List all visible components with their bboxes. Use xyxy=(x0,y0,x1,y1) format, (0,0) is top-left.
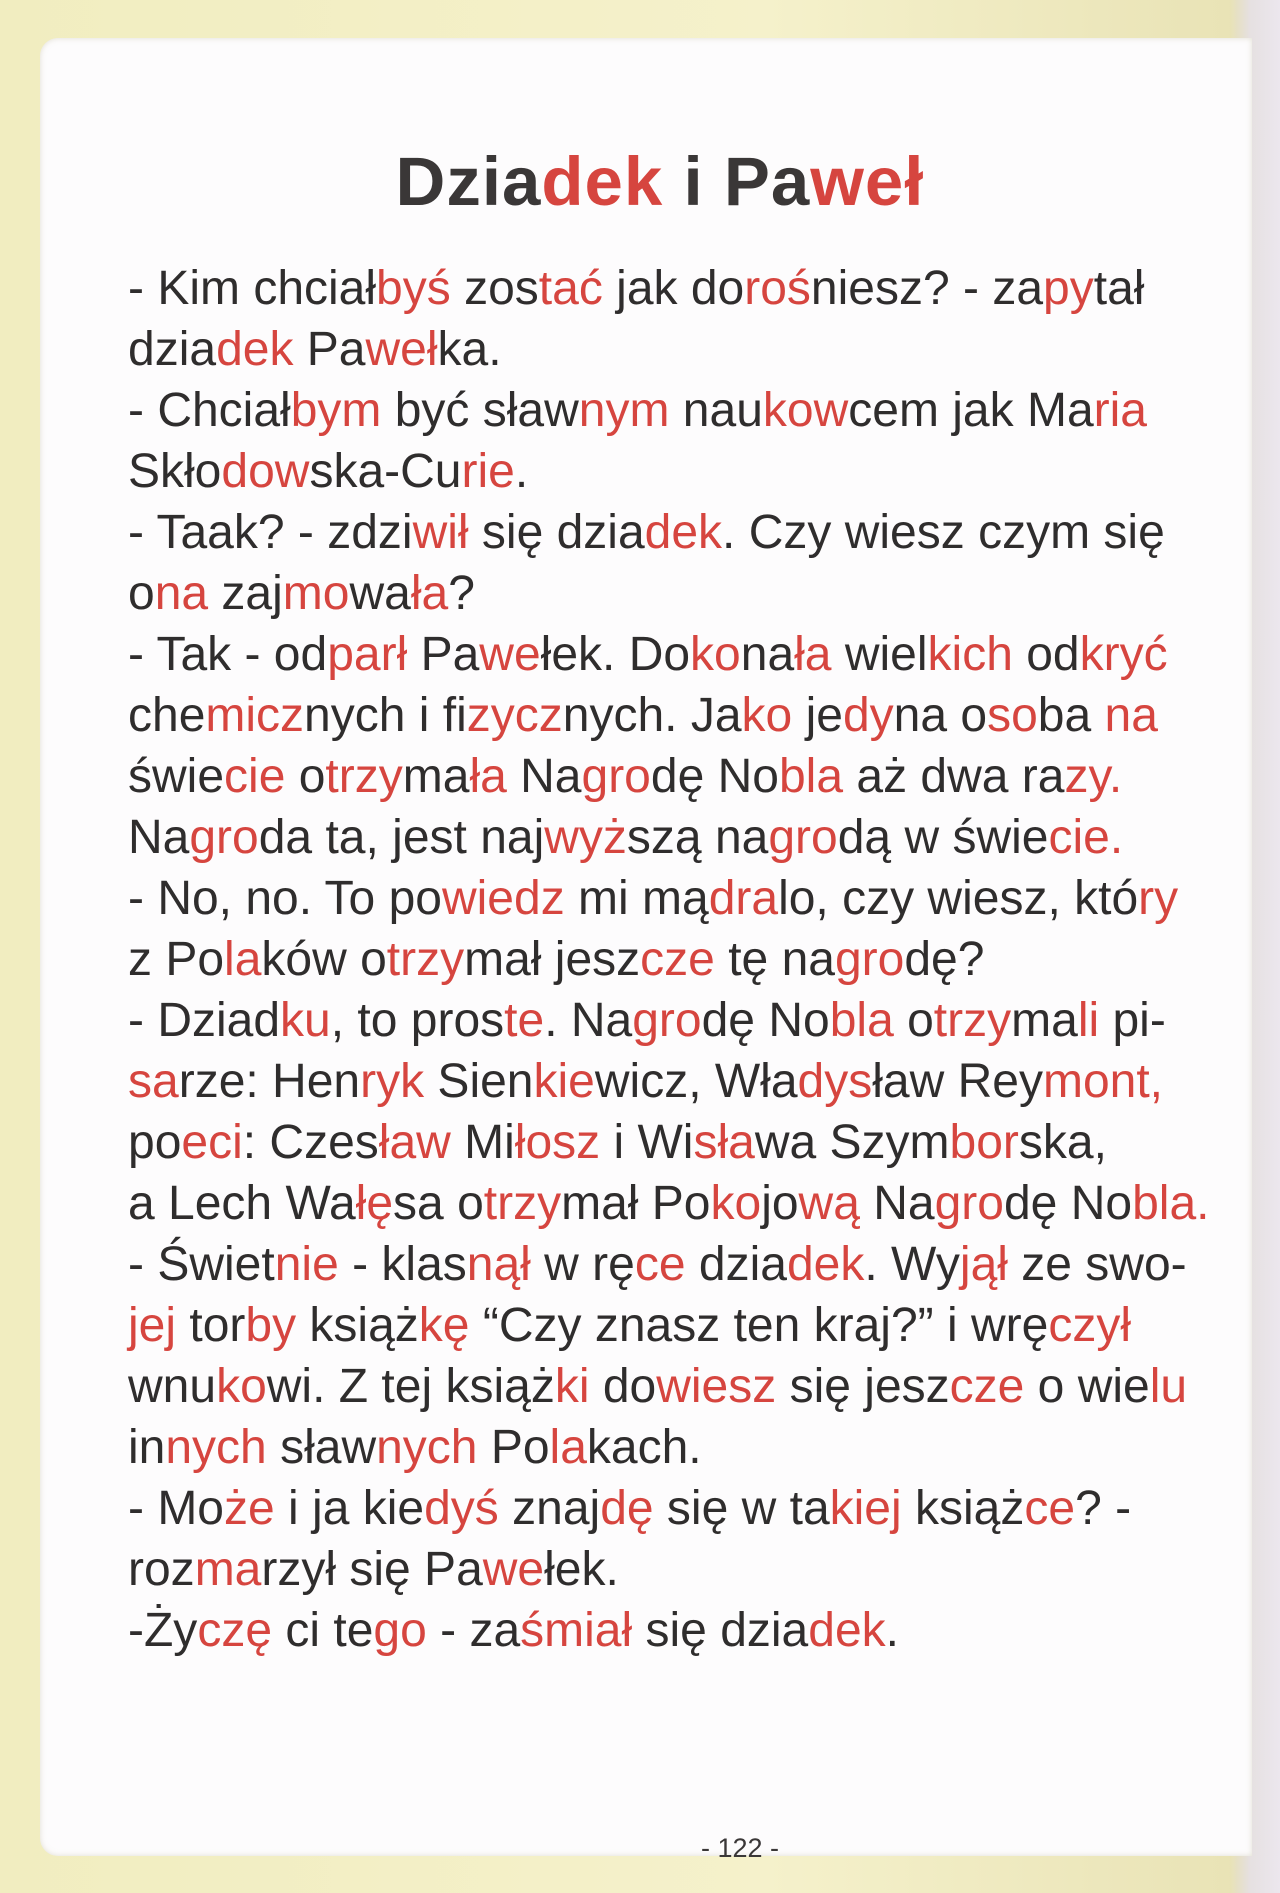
highlighted-syllable: zy. xyxy=(1064,750,1123,803)
text-segment: Na xyxy=(128,811,190,864)
highlighted-syllable: wiesz xyxy=(656,1360,777,1413)
highlighted-syllable: zycz xyxy=(466,689,563,742)
highlighted-syllable: ko xyxy=(216,1360,267,1413)
text-segment: - Chciał xyxy=(128,384,291,437)
highlighted-syllable: nie xyxy=(274,1238,339,1291)
text-segment: ma xyxy=(402,750,470,803)
text-segment: Na xyxy=(859,1177,935,1230)
text-segment: - No, no. To po xyxy=(128,872,442,925)
highlighted-syllable: weł xyxy=(365,323,438,376)
highlighted-syllable: ce xyxy=(634,1238,686,1291)
text-line xyxy=(128,746,1266,807)
page-number: - 122 - xyxy=(700,1833,780,1863)
highlighted-syllable: ria xyxy=(1093,384,1147,437)
text-segment: świe xyxy=(128,750,225,803)
text-segment: Po xyxy=(477,1421,550,1474)
highlighted-syllable: dek xyxy=(216,323,294,376)
text-line xyxy=(128,1478,1266,1539)
text-segment: -Ży xyxy=(128,1604,198,1657)
highlighted-syllable: bla xyxy=(778,750,844,803)
text-segment: ba xyxy=(1037,689,1105,742)
highlighted-syllable: ki xyxy=(554,1360,590,1413)
highlighted-syllable: we xyxy=(482,1543,545,1596)
highlighted-syllable: wił xyxy=(412,506,469,559)
text-segment: w rę xyxy=(530,1238,635,1291)
text-segment: . Wy xyxy=(864,1238,960,1291)
text-segment: ze swo- xyxy=(1007,1238,1187,1291)
text-line xyxy=(128,1234,1266,1295)
text-segment: ? - xyxy=(1075,1482,1132,1535)
text-segment: mał jesz xyxy=(464,933,641,986)
text-line xyxy=(128,990,1266,1051)
text-segment: roz xyxy=(128,1543,195,1596)
text-line xyxy=(128,1112,1266,1173)
text-segment: . Na xyxy=(544,994,633,1047)
text-segment: wnu xyxy=(128,1360,217,1413)
highlighted-syllable: kie xyxy=(533,1055,595,1108)
highlighted-syllable: dek xyxy=(808,1604,886,1657)
text-segment: i Pa xyxy=(663,143,811,221)
text-segment: Mi xyxy=(450,1116,515,1169)
highlighted-syllable: dek xyxy=(541,143,664,221)
highlighted-syllable: by xyxy=(245,1299,297,1352)
text-segment: : Czes xyxy=(242,1116,379,1169)
highlighted-syllable: na xyxy=(154,567,209,620)
highlighted-syllable: kich xyxy=(927,628,1013,681)
highlighted-syllable: dra xyxy=(708,872,779,925)
text-segment: i Wi xyxy=(600,1116,694,1169)
text-segment: szą na xyxy=(626,811,769,864)
highlighted-syllable: micz xyxy=(205,689,305,742)
text-segment: da ta, jest naj xyxy=(258,811,545,864)
text-segment: wa Szym xyxy=(754,1116,950,1169)
highlighted-syllable: trzy xyxy=(483,1177,562,1230)
text-segment: tor xyxy=(176,1299,246,1352)
text-line xyxy=(128,868,1266,929)
text-segment: Pa xyxy=(407,628,480,681)
text-segment: . xyxy=(885,1604,899,1657)
text-segment: i ja kie xyxy=(274,1482,425,1535)
highlighted-syllable: bla xyxy=(829,994,894,1047)
text-line xyxy=(128,1539,1266,1600)
text-segment: ma xyxy=(1011,994,1078,1047)
text-segment: na o xyxy=(893,689,988,742)
text-segment: mi mą xyxy=(564,872,709,925)
text-segment: dę No xyxy=(701,994,830,1047)
highlighted-syllable: la xyxy=(224,933,262,986)
text-segment: pi- xyxy=(1099,994,1166,1047)
text-line xyxy=(128,502,1266,563)
text-segment: ? xyxy=(448,567,475,620)
highlighted-syllable: łę xyxy=(355,1177,394,1230)
highlighted-syllable: dow xyxy=(221,445,310,498)
highlighted-syllable: nych xyxy=(376,1421,478,1474)
text-segment: dzia xyxy=(685,1238,787,1291)
highlighted-syllable: we xyxy=(479,628,541,681)
highlighted-syllable: rie xyxy=(461,445,515,498)
highlighted-syllable: lu xyxy=(1149,1360,1188,1413)
text-segment: - Mo xyxy=(128,1482,224,1535)
highlighted-syllable: roś xyxy=(744,262,811,315)
highlighted-syllable: dek xyxy=(644,506,723,559)
text-segment: - Tak - od xyxy=(128,628,328,681)
highlighted-syllable: ma xyxy=(194,1543,262,1596)
text-segment: jak do xyxy=(602,262,745,315)
text-segment: z Po xyxy=(128,933,225,986)
highlighted-syllable: ryk xyxy=(360,1055,425,1108)
highlighted-syllable: dy xyxy=(842,689,894,742)
text-segment: ska, xyxy=(1018,1116,1107,1169)
highlighted-syllable: na xyxy=(1104,689,1158,742)
text-segment: nau xyxy=(669,384,763,437)
text-segment: się dzia xyxy=(632,1604,809,1657)
highlighted-syllable: so xyxy=(987,689,1038,742)
text-segment: do xyxy=(589,1360,657,1413)
text-line xyxy=(128,1600,1266,1661)
text-segment: ci te xyxy=(272,1604,374,1657)
text-segment: jo xyxy=(761,1177,799,1230)
text-segment: a Lech Wa xyxy=(128,1177,356,1230)
highlighted-syllable: ła xyxy=(794,628,832,681)
highlighted-syllable: wiedz xyxy=(441,872,565,925)
highlighted-syllable: gro xyxy=(934,1177,1004,1230)
highlighted-syllable: cie xyxy=(224,750,286,803)
text-segment: ław Rey xyxy=(872,1055,1043,1108)
text-line xyxy=(128,563,1266,624)
highlighted-syllable: sa xyxy=(128,1055,179,1108)
text-segment: być sław xyxy=(381,384,579,437)
text-segment: łek. xyxy=(544,1543,619,1596)
text-segment: się dzia xyxy=(468,506,645,559)
highlighted-syllable: tać xyxy=(538,262,603,315)
text-segment: - klas xyxy=(338,1238,467,1291)
text-segment: sław xyxy=(266,1421,377,1474)
text-line xyxy=(128,1051,1266,1112)
text-line xyxy=(128,624,1266,685)
text-segment: kach. xyxy=(586,1421,702,1474)
text-segment: o wie xyxy=(1024,1360,1150,1413)
highlighted-syllable: trzy xyxy=(386,933,465,986)
highlighted-syllable: ław xyxy=(378,1116,451,1169)
text-segment: nych i fi xyxy=(304,689,467,742)
text-segment: “Czy znasz ten kraj?” i wrę xyxy=(469,1299,1049,1352)
highlighted-syllable: czę xyxy=(197,1604,273,1657)
highlighted-syllable: ry xyxy=(1138,872,1179,925)
text-segment: lo, czy wiesz, któ xyxy=(778,872,1139,925)
page-sheet xyxy=(40,38,1252,1863)
text-segment: cem jak Ma xyxy=(848,384,1094,437)
text-segment: łek. Do xyxy=(540,628,691,681)
highlighted-syllable: gro xyxy=(581,750,651,803)
text-segment: aż dwa ra xyxy=(843,750,1065,803)
text-segment: dę No xyxy=(1003,1177,1133,1230)
text-segment: - za xyxy=(426,1604,521,1657)
text-segment: o xyxy=(128,567,155,620)
text-segment: dę? xyxy=(904,933,985,986)
highlighted-syllable: ła xyxy=(410,567,449,620)
text-segment: nych. Ja xyxy=(562,689,742,742)
text-segment: o xyxy=(893,994,934,1047)
story-body xyxy=(128,258,1266,1661)
text-segment: na xyxy=(740,628,795,681)
text-segment: niesz? - za xyxy=(810,262,1044,315)
text-segment: wiel xyxy=(831,628,928,681)
text-segment: ków o xyxy=(261,933,387,986)
text-line xyxy=(128,258,1266,319)
text-line xyxy=(128,380,1266,441)
highlighted-syllable: cze xyxy=(949,1360,1025,1413)
text-segment: rze: Hen xyxy=(178,1055,361,1108)
text-segment: się w ta xyxy=(653,1482,830,1535)
text-segment: Sien xyxy=(424,1055,534,1108)
highlighted-syllable: weł xyxy=(810,143,925,221)
text-segment: je xyxy=(792,689,843,742)
text-segment: książ xyxy=(901,1482,1025,1535)
text-line xyxy=(128,929,1266,990)
text-segment: znaj xyxy=(498,1482,601,1535)
text-segment: dzia xyxy=(128,323,217,376)
text-segment: zos xyxy=(450,262,539,315)
highlighted-syllable: nął xyxy=(466,1238,531,1291)
highlighted-syllable: ku xyxy=(280,994,331,1047)
story-title xyxy=(40,142,1280,222)
text-segment: - Świet xyxy=(128,1238,275,1291)
text-segment: dą w świe xyxy=(837,811,1049,864)
highlighted-syllable: dys xyxy=(797,1055,873,1108)
highlighted-syllable: bym xyxy=(290,384,382,437)
highlighted-syllable: gro xyxy=(768,811,838,864)
highlighted-syllable: py xyxy=(1043,262,1094,315)
highlighted-syllable: byś xyxy=(376,262,451,315)
highlighted-syllable: kryć xyxy=(1079,628,1168,681)
text-segment: , to pros xyxy=(330,994,505,1047)
highlighted-syllable: ko xyxy=(710,1177,762,1230)
highlighted-syllable: trzy xyxy=(933,994,1012,1047)
highlighted-syllable: parł xyxy=(327,628,408,681)
text-segment: tał xyxy=(1093,262,1145,315)
text-line xyxy=(128,441,1266,502)
text-segment: Pa xyxy=(293,323,366,376)
highlighted-syllable: wą xyxy=(798,1177,860,1230)
highlighted-syllable: czył xyxy=(1048,1299,1131,1352)
highlighted-syllable: sła xyxy=(693,1116,755,1169)
text-segment: tę na xyxy=(714,933,835,986)
highlighted-syllable: łosz xyxy=(514,1116,601,1169)
text-segment: ska-Cu xyxy=(309,445,462,498)
text-segment: - Taak? - zdzi xyxy=(128,506,413,559)
text-segment: od xyxy=(1012,628,1080,681)
highlighted-syllable: dek xyxy=(786,1238,865,1291)
highlighted-syllable: gro xyxy=(632,994,702,1047)
text-line xyxy=(128,319,1266,380)
text-line xyxy=(128,685,1266,746)
text-segment: zaj xyxy=(208,567,283,620)
text-segment: wi. Z tej książ xyxy=(266,1360,555,1413)
text-segment: mał Po xyxy=(561,1177,711,1230)
text-segment: . xyxy=(514,445,529,498)
text-segment: ka. xyxy=(437,323,502,376)
text-segment: dę No xyxy=(650,750,779,803)
text-line xyxy=(128,1356,1266,1417)
highlighted-syllable: gro xyxy=(189,811,259,864)
highlighted-syllable: bla. xyxy=(1132,1177,1210,1230)
text-segment: po xyxy=(128,1116,182,1169)
text-segment: o xyxy=(285,750,326,803)
text-segment: rzył się Pa xyxy=(261,1543,483,1596)
text-segment: sa o xyxy=(393,1177,484,1230)
highlighted-syllable: te xyxy=(504,994,545,1047)
highlighted-syllable: ko xyxy=(690,628,741,681)
highlighted-syllable: go xyxy=(373,1604,427,1657)
text-segment: - Kim chciał xyxy=(128,262,377,315)
highlighted-syllable: kę xyxy=(418,1299,470,1352)
highlighted-syllable: mont, xyxy=(1042,1055,1163,1108)
highlighted-syllable: cze xyxy=(640,933,715,986)
text-line xyxy=(128,1295,1266,1356)
text-segment: Na xyxy=(506,750,582,803)
highlighted-syllable: że xyxy=(224,1482,275,1535)
text-segment: - Dziad xyxy=(128,994,281,1047)
text-segment: in xyxy=(128,1421,166,1474)
text-segment: wa xyxy=(349,567,411,620)
text-line xyxy=(128,807,1266,868)
highlighted-syllable: mo xyxy=(282,567,350,620)
highlighted-syllable: wyż xyxy=(544,811,627,864)
highlighted-syllable: dyś xyxy=(424,1482,499,1535)
highlighted-syllable: kow xyxy=(762,384,849,437)
text-line xyxy=(128,1173,1266,1234)
highlighted-syllable: śmiał xyxy=(520,1604,633,1657)
highlighted-syllable: nym xyxy=(578,384,670,437)
text-segment: . Czy wiesz czym się xyxy=(722,506,1165,559)
highlighted-syllable: ko xyxy=(741,689,793,742)
text-segment: Dzia xyxy=(395,143,542,221)
highlighted-syllable: ła xyxy=(469,750,507,803)
highlighted-syllable: ce xyxy=(1024,1482,1076,1535)
highlighted-syllable: jął xyxy=(959,1238,1008,1291)
highlighted-syllable: jej xyxy=(128,1299,177,1352)
highlighted-syllable: trzy xyxy=(325,750,403,803)
text-segment: Skło xyxy=(128,445,222,498)
highlighted-syllable: eci xyxy=(181,1116,243,1169)
highlighted-syllable: kiej xyxy=(829,1482,902,1535)
text-segment: książ xyxy=(296,1299,419,1352)
highlighted-syllable: dę xyxy=(600,1482,654,1535)
highlighted-syllable: nych xyxy=(165,1421,267,1474)
text-segment: che xyxy=(128,689,206,742)
highlighted-syllable: li xyxy=(1077,994,1100,1047)
highlighted-syllable: la xyxy=(549,1421,587,1474)
highlighted-syllable: gro xyxy=(834,933,905,986)
highlighted-syllable: cie. xyxy=(1048,811,1124,864)
text-line xyxy=(128,1417,1266,1478)
text-segment: wicz, Wła xyxy=(594,1055,798,1108)
text-segment: się jesz xyxy=(776,1360,950,1413)
highlighted-syllable: bor xyxy=(949,1116,1019,1169)
